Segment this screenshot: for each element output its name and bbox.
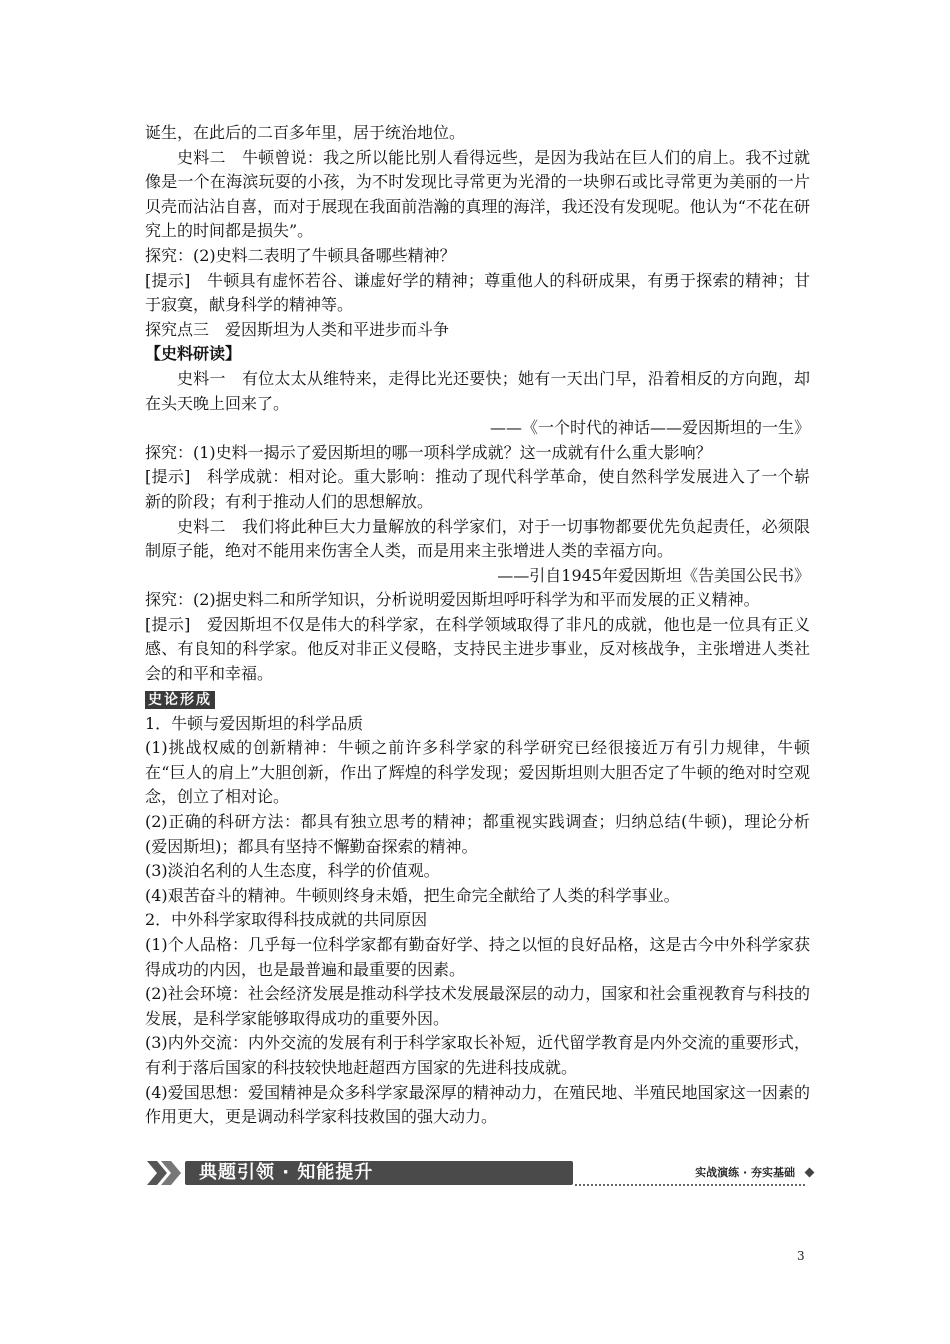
paragraph: 探究点三 爱因斯坦为人类和平进步而斗争 [145,319,450,339]
paragraph: 2．中外科学家取得科技成就的共同原因 [145,910,428,930]
paragraph: 诞生，在此后的二百多年里，居于统治地位。 [145,123,466,142]
source-citation: ——引自1945年爱因斯坦《告美国公民书》 [497,565,810,585]
paragraph: [提示] 爱因斯坦不仅是伟大的科学家，在科学领域取得了非凡的成就，他也是一位具有正义感、有良知的科学家。他反对非正义侵略，支持民主进步事业，反对核战争，主张增进人类社会的和平和幸福。 [145,614,810,684]
paragraph: 1．牛顿与爱因斯坦的科学品质 [145,713,364,733]
paragraph: 探究：(1)史料一揭示了爱因斯坦的哪一项科学成就？这一成就有什么重大影响？ [145,442,712,462]
paragraph: 史料二 牛顿曾说：我之所以能比别人看得远些，是因为我站在巨人们的肩上。我不过就像是一个在海滨玩耍的小孩，为不时发现比寻常更为光滑的一块卵石或比寻常更为美丽的一片贝壳而沾沾自喜，而对于展现在我面前浩瀚的真理的海洋，我还没有发现呢。他认为“不花在研究上的时间都是损失”。 [145,147,810,241]
paragraph: (4)艰苦奋斗的精神。牛顿则终身未婚，把生命完全献给了人类的科学事业。 [145,885,680,905]
section-tag: 史论形成 [145,691,215,709]
paragraph: 史料二 我们将此种巨大力量解放的科学家们，对于一切事物都要优先负起责任，必须限制原子能，绝对不能用来伤害全人类，而是用来主张增进人类的幸福方向。 [145,516,810,561]
banner-title: 典题引领 · 知能提升 [185,1161,573,1185]
paragraph: 史料一 有位太太从维特来，走得比光还要快；她有一天出门早，沿着相反的方向跑，却在头天晚上回来了。 [145,368,810,413]
paragraph: (1)挑战权威的创新精神：牛顿之前许多科学家的科学研究已经很接近万有引力规律，牛顿在“巨人的肩上”大胆创新，作出了辉煌的科学发现；爱因斯坦则大胆否定了牛顿的绝对时空观念，创立了相对论。 [145,738,810,807]
banner-subtitle: 实战演练 · 夯实基础 [695,1166,795,1179]
section-banner [145,1158,813,1188]
paragraph: (2)社会环境：社会经济发展是推动科学技术发展最深层的动力，国家和社会重视教育与科技的发展，是科学家能够取得成功的重要外因。 [145,984,810,1028]
page-number: 3 [797,1249,805,1263]
paragraph: (1)个人品格：几乎每一位科学家都有勤奋好学、持之以恒的良好品格，这是古今中外科学家获得成功的内因，也是最普遍和最重要的因素。 [145,935,810,979]
paragraph: (3)淡泊名利的人生态度，科学的价值观。 [145,861,440,881]
diamond-icon [805,1168,815,1178]
banner-dotted-line [575,1184,805,1186]
paragraph: (2)正确的科研方法：都具有独立思考的精神；都重视实践调查；归纳总结(牛顿)，理论分析(爱因斯坦)；都具有坚持不懈勤奋探索的精神。 [145,812,810,856]
page-body [145,121,810,1130]
section-tag-row [145,687,810,712]
paragraph: 探究：(2)据史料二和所学知识，分析说明爱因斯坦呼吁科学为和平而发展的正义精神。 [145,590,760,610]
paragraph: (4)爱国思想：爱国精神是众多科学家最深厚的精神动力，在殖民地、半殖民地国家这一因素的作用更大，更是调动科学家科技救国的强大动力。 [145,1082,810,1127]
double-chevron-icon [145,1158,185,1188]
source-citation: ——《一个时代的神话——爱因斯坦的一生》 [489,418,810,438]
paragraph: [提示] 科学成就：相对论。重大影响：推动了现代科学革命，使自然科学发展进入了一个崭新的阶段；有利于推动人们的思想解放。 [145,467,810,511]
paragraph: [提示] 牛顿具有虚怀若谷、谦虚好学的精神；尊重他人的科研成果，有勇于探索的精神；甘于寂寞，献身科学的精神等。 [145,270,810,315]
section-heading: 【史料研读】 [145,344,242,364]
paragraph: (3)内外交流：内外交流的发展有利于科学家取长补短，近代留学教育是内外交流的重要形式，有利于落后国家的科技较快地赶超西方国家的先进科技成就。 [145,1033,810,1077]
paragraph: 探究：(2)史料二表明了牛顿具备哪些精神？ [145,245,456,265]
